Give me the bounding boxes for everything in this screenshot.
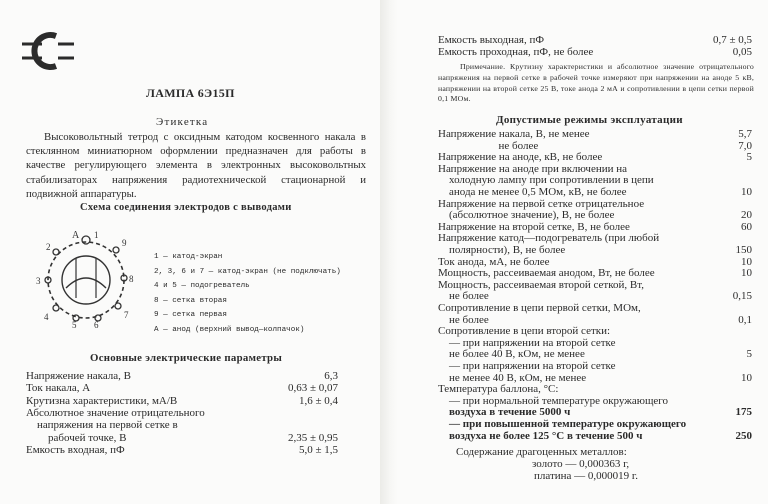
pin-label: 1 — [94, 230, 99, 240]
gold-content: золото — 0,000363 г, — [532, 458, 630, 470]
pin-label: 4 — [44, 312, 49, 322]
param-row — [438, 140, 752, 152]
param-row — [26, 370, 338, 382]
param-text: Сопротивление в цепи первой сетки, МОм, — [438, 302, 641, 314]
param-text: воздуха в течение 5000 ч — [438, 406, 571, 419]
param-text: Ток анода, мА, не более — [438, 255, 550, 268]
param-value: 1,6 ± 0,4 — [298, 394, 338, 407]
param-value: 10 — [741, 267, 752, 280]
param-row — [438, 314, 752, 326]
legend-item: А — анод (верхний вывод—колпачок) — [154, 325, 305, 334]
legend-item: 4 и 5 — подогреватель — [154, 282, 250, 291]
param-text: не менее 40 В, кОм, не менее — [438, 371, 587, 384]
param-value: 250 — [735, 429, 752, 442]
param-value: 175 — [735, 406, 752, 419]
lamp-title: ЛАМПА 6Э15П — [146, 86, 235, 100]
param-text: напряжения на первой сетке в — [26, 419, 178, 432]
param-value: 7,0 — [738, 139, 752, 152]
param-text: Мощность, рассеиваемая второй сеткой, Вт, — [438, 278, 644, 291]
param-value: 5 — [746, 348, 752, 361]
param-value: 0,7 ± 0,5 — [712, 34, 752, 46]
param-text: Сопротивление в цепи второй сетки: — [438, 325, 611, 338]
platinum-content: платина — 0,000019 г. — [534, 470, 638, 482]
param-row — [26, 419, 338, 431]
param-row — [438, 186, 752, 198]
pin-label: 3 — [36, 276, 41, 286]
param-value: 0,1 — [738, 313, 752, 326]
param-row — [438, 302, 752, 314]
pin-label: 2 — [46, 242, 51, 252]
manufacturer-logo — [22, 28, 74, 74]
legend-item: 9 — сетка первая — [154, 311, 227, 320]
pin-label: А — [72, 230, 80, 241]
param-text: Температура баллона, °С: — [438, 383, 559, 396]
param-row — [438, 267, 752, 279]
pin-label: 8 — [129, 274, 134, 284]
param-text: — при нормальной температуре окружающего — [438, 394, 669, 407]
param-value: 20 — [741, 209, 752, 222]
param-value: 0,15 — [732, 290, 752, 303]
param-text: Напряжение на аноде, кВ, не более — [438, 151, 603, 164]
param-row — [438, 221, 752, 233]
param-value: 0,63 ± 0,07 — [287, 382, 338, 395]
param-row — [438, 418, 752, 430]
param-text: Напряжение на первой сетке отрицательное — [438, 197, 645, 210]
param-row — [26, 395, 338, 407]
param-row — [438, 163, 752, 175]
param-value: 2,35 ± 0,95 — [287, 431, 338, 444]
pinout-diagram — [36, 228, 136, 328]
param-text: холодную лампу при сопротивлении в цепи — [438, 174, 654, 187]
param-text: — при повышенной температуре окружающего — [438, 418, 687, 430]
param-value: 60 — [741, 220, 752, 233]
param-text: Емкость выходная, пФ — [438, 34, 545, 46]
param-text: не более — [438, 290, 489, 303]
left-page — [0, 0, 381, 504]
param-text: Мощность, рассеиваемая анодом, Вт, не более — [438, 267, 655, 280]
param-row — [438, 430, 752, 442]
param-text: Ток накала, А — [26, 382, 91, 395]
param-value: 5,0 ± 1,5 — [298, 443, 338, 456]
param-value: 10 — [741, 371, 752, 384]
param-row — [438, 128, 752, 140]
legend-item: 1 — катод-экран — [154, 253, 223, 261]
param-row — [438, 244, 752, 256]
param-row — [26, 407, 338, 419]
param-row — [438, 34, 752, 46]
right-page — [398, 0, 768, 504]
param-text: Крутизна характеристики, мА/В — [26, 394, 178, 407]
param-row — [438, 290, 752, 302]
param-row — [438, 232, 752, 244]
param-row — [438, 174, 752, 186]
param-row — [438, 372, 752, 384]
param-text: Напряжение на аноде при включении на — [438, 162, 628, 175]
param-row — [438, 198, 752, 210]
legend-item: 2, 3, 6 и 7 — катод-экран (не подключать) — [154, 267, 341, 276]
param-row — [438, 337, 752, 349]
pin-label: 7 — [124, 310, 129, 320]
param-row — [438, 151, 752, 163]
pin-label: 9 — [122, 238, 127, 248]
param-text: Напряжение катод—подогреватель (при любой — [438, 232, 660, 245]
param-value: 10 — [741, 255, 752, 268]
pin-label: 6 — [94, 320, 99, 328]
params-heading: Основные электрические параметры — [90, 352, 283, 364]
param-value: 5,7 — [738, 128, 752, 140]
param-text: не более — [438, 313, 489, 326]
param-row — [438, 383, 752, 395]
param-text: анода не менее 0,5 МОм, кВ, не более — [438, 186, 627, 198]
legend-item: 8 — сетка вторая — [154, 296, 227, 305]
param-row — [26, 444, 338, 456]
pin-label: 5 — [72, 320, 77, 328]
param-row — [438, 209, 752, 221]
param-value: 150 — [735, 244, 752, 256]
param-text: (абсолютное значение), В, не более — [438, 209, 615, 222]
param-text: Напряжение накала, В — [26, 370, 132, 382]
param-row — [438, 395, 752, 407]
param-value: 10 — [741, 186, 752, 198]
param-text: воздуха не более 125 °С в течение 500 ч — [438, 429, 643, 442]
param-row — [438, 46, 752, 58]
param-value: 6,3 — [324, 370, 338, 382]
book-gutter — [380, 0, 398, 504]
param-text: Емкость проходная, пФ, не более — [438, 45, 594, 58]
param-row — [438, 348, 752, 360]
modes-heading: Допустимые режимы эксплуатации — [496, 114, 683, 126]
param-text: Емкость входная, пФ — [26, 443, 125, 456]
param-text: Напряжение на второй сетке, В, не более — [438, 220, 630, 233]
pin-legend — [154, 250, 341, 338]
param-row — [26, 382, 338, 394]
param-text: — при напряжении на второй сетке — [438, 360, 616, 372]
description-paragraph: Высоковольтный тетрод с оксидным катодом косвенного накала в стеклянном миниатюрном оформлении предназначен для работы в качестве регулирующего элемента в электронных высоковольтных стабилизаторах напряжения радиотехнической стационарной и подвижной аппаратуры. — [26, 131, 366, 200]
param-text: — при напряжении на второй сетке — [438, 336, 616, 349]
param-row — [438, 256, 752, 268]
label-heading: Этикетка — [156, 116, 209, 128]
param-row — [438, 279, 752, 291]
scheme-heading: Схема соединения электродов с выводами — [80, 202, 292, 213]
param-value: 5 — [746, 151, 752, 164]
param-text: Абсолютное значение отрицательного — [26, 406, 205, 419]
note-paragraph: Примечание. Крутизну характеристики и абсолютное значение отрицательного напряжения на первой сетке в рабочей точке измеряют при напряжении на аноде 5 кВ, напряжении на второй сетке 25 В, токе анода 2 мА и сопротивлении в цепи сетки первой 0,1 МОм. — [438, 62, 754, 104]
param-text: полярности), В, не более — [438, 244, 566, 256]
param-text: Напряжение накала, В, не менее — [438, 128, 590, 140]
param-row — [438, 360, 752, 372]
param-value: 0,05 — [732, 45, 752, 58]
param-row — [26, 432, 338, 444]
param-text: не более — [438, 139, 539, 152]
param-text: рабочей точке, В — [26, 431, 127, 444]
metals-heading: Содержание драгоценных металлов: — [456, 446, 627, 458]
param-text: не более 40 В, кОм, не менее — [438, 348, 585, 361]
param-row — [438, 325, 752, 337]
param-row — [438, 406, 752, 418]
